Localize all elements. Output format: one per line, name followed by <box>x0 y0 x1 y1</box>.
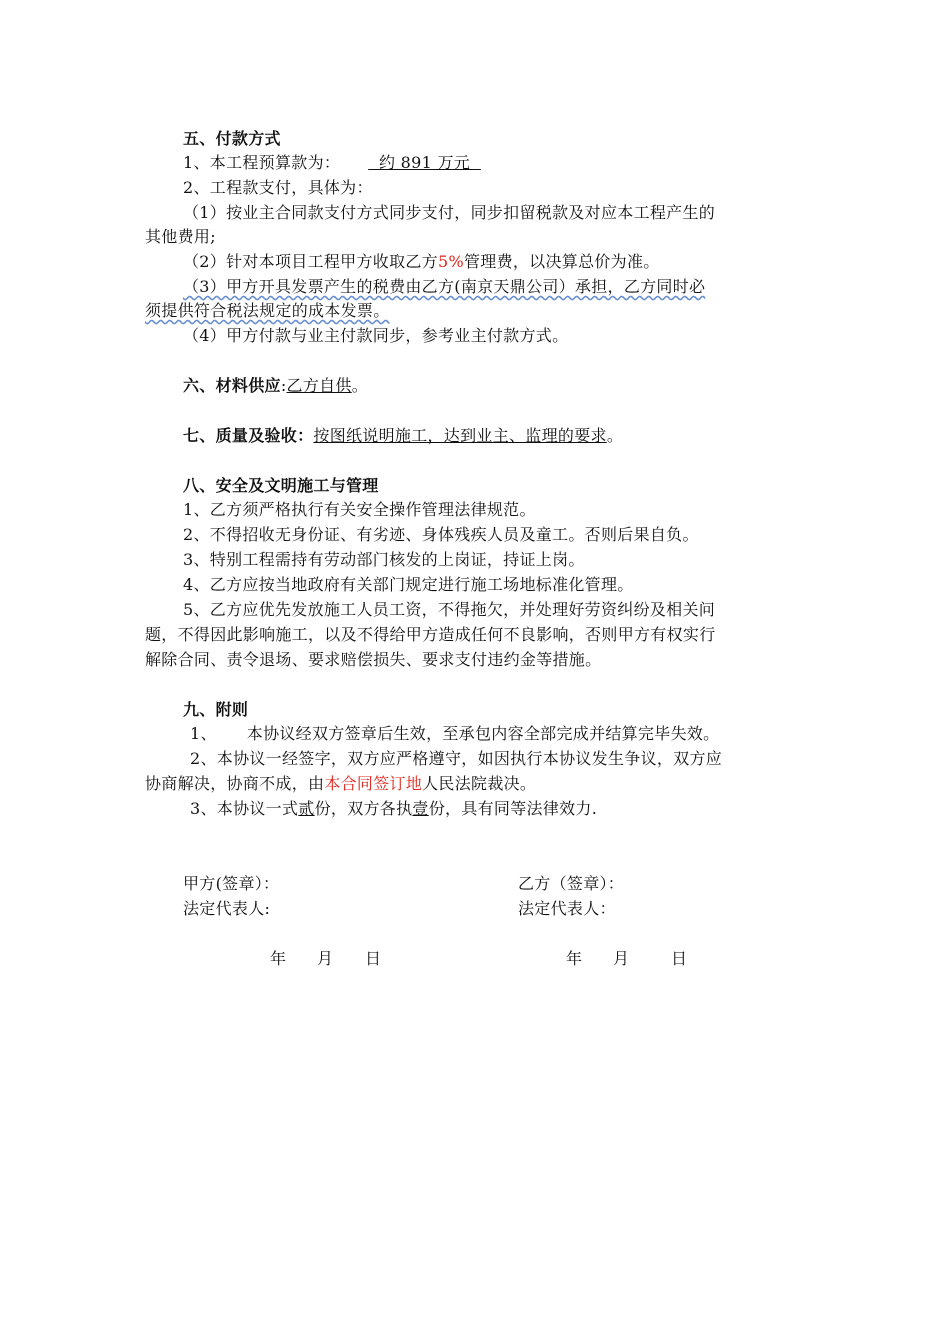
party-a-representative-label: 法定代表人: <box>183 899 271 918</box>
section-6-sep: : <box>280 376 287 395</box>
party-b-date-day: 日 <box>671 949 688 968</box>
appendix-item-1 <box>190 721 719 746</box>
party-b-signature-label: 乙方（签章）： <box>518 874 625 893</box>
quality-value: 按图纸说明施工，达到业主、监理的要求 <box>313 426 607 445</box>
copies-each: 壹 <box>412 799 429 818</box>
payment-item-2-text: （2）针对本项目工程甲方收取乙方 <box>183 252 438 271</box>
safety-item-5-line-1: 5、乙方应优先发放施工人员工资，不得拖欠，并处理好劳资纠纷及相关问 <box>183 600 716 619</box>
section-6 <box>183 373 368 398</box>
copies-total: 贰 <box>298 799 315 818</box>
budget-line <box>183 150 481 175</box>
party-b-date-month: 月 <box>613 949 630 968</box>
jurisdiction-place: 本合同签订地 <box>324 774 423 793</box>
appendix-item-3 <box>190 796 597 821</box>
party-a-date-month: 月 <box>317 949 334 968</box>
party-b-representative-label: 法定代表人： <box>518 899 616 918</box>
appendix-item-2-line-2 <box>145 771 536 796</box>
section-6-heading: 六、材料供应 <box>183 376 281 395</box>
payment-line: 2、工程款支付，具体为： <box>183 178 373 197</box>
management-fee-rate: 5% <box>437 252 464 271</box>
payment-item-4: （4）甲方付款与业主付款同步，参考业主付款方式。 <box>183 326 569 345</box>
section-6-end: 。 <box>351 376 369 395</box>
safety-item-2: 2、不得招收无身份证、有劣迹、身体残疾人员及童工。否则后果自负。 <box>183 525 699 544</box>
safety-item-1: 1、乙方须严格执行有关安全操作管理法律规范。 <box>183 500 536 519</box>
payment-item-2 <box>183 249 660 274</box>
section-5-heading: 五、付款方式 <box>183 129 281 148</box>
safety-item-4: 4、乙方应按当地政府有关部门规定进行施工场地标准化管理。 <box>183 575 634 594</box>
payment-item-1-line-2: 其他费用; <box>145 227 216 246</box>
section-7-end: 。 <box>606 426 624 445</box>
safety-item-3: 3、特别工程需持有劳动部门核发的上岗证，持证上岗。 <box>183 550 585 569</box>
party-b-date-year: 年 <box>566 949 583 968</box>
party-a-date-year: 年 <box>270 949 287 968</box>
appendix-item-2-line-1: 2、本协议一经签字，双方应严格遵守，如因执行本协议发生争议，双方应 <box>190 749 723 768</box>
budget-amount: 约 891 万元 <box>368 153 481 172</box>
appendix-item-1-text: 本协议经双方签章后生效，至承包内容全部完成并结算完毕失效。 <box>246 724 720 743</box>
appendix-item-3-end: 份，具有同等法律效力. <box>428 799 598 818</box>
appendix-item-3-text: 3、本协议一式 <box>190 799 299 818</box>
budget-label: 1、本工程预算款为： <box>183 153 341 172</box>
appendix-item-2-text: 协商解决，协商不成，由 <box>145 774 325 793</box>
appendix-item-2-text-end: 人民法院裁决。 <box>422 774 537 793</box>
appendix-item-3-mid: 份，双方各执 <box>314 799 413 818</box>
section-7 <box>183 423 623 448</box>
payment-item-3-line-2: 须提供符合税法规定的成本发票。 <box>145 301 390 320</box>
appendix-item-1-num: 1、 <box>190 724 217 743</box>
safety-item-5-line-2: 题，不得因此影响施工，以及不得给甲方造成任何不良影响，否则甲方有权实行 <box>145 625 716 644</box>
payment-item-3-line-1: （3）甲方开具发票产生的税费由乙方(南京天鼎公司）承担，乙方同时必 <box>183 277 706 296</box>
payment-item-1-line-1: （1）按业主合同款支付方式同步支付，同步扣留税款及对应本工程产生的 <box>183 203 716 222</box>
party-a-date-day: 日 <box>365 949 382 968</box>
section-8-heading: 八、安全及文明施工与管理 <box>183 476 379 495</box>
party-a-signature-label: 甲方(签章）： <box>183 874 280 893</box>
safety-item-5-line-3: 解除合同、责令退场、要求赔偿损失、要求支付违约金等措施。 <box>145 650 602 669</box>
section-7-heading: 七、质量及验收： <box>183 426 314 445</box>
payment-item-2-text-end: 管理费，以决算总价为准。 <box>463 252 660 271</box>
material-supply-value: 乙方自供 <box>286 376 352 395</box>
section-9-heading: 九、附则 <box>183 700 249 719</box>
